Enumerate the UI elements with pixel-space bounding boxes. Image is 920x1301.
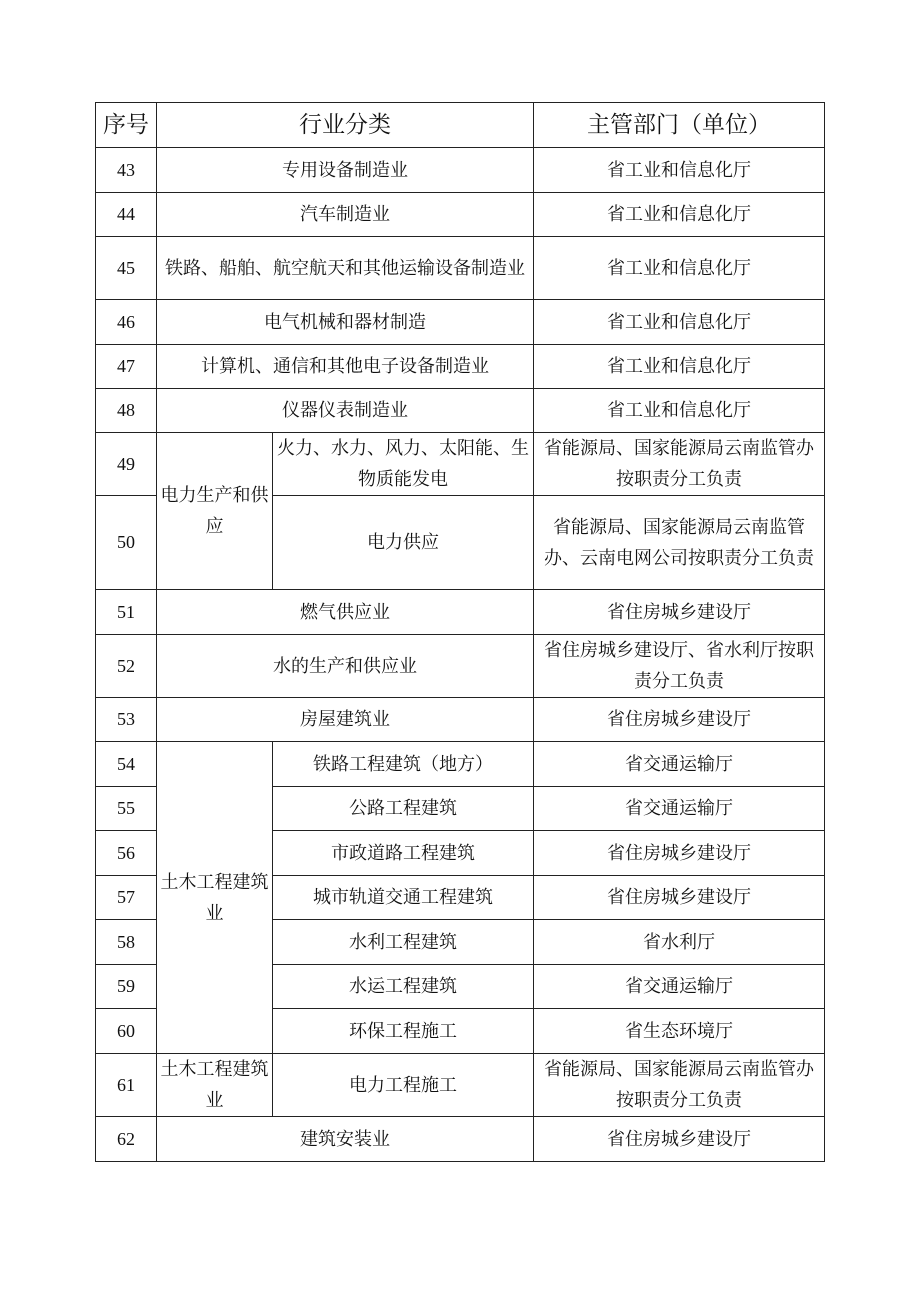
row-dept: 省工业和信息化厅 bbox=[534, 237, 825, 300]
table-row bbox=[96, 237, 825, 300]
row-dept: 省住房城乡建设厅 bbox=[534, 1117, 825, 1162]
row-group: 土木工程建筑业 bbox=[157, 742, 273, 1054]
row-dept: 省住房城乡建设厅 bbox=[534, 876, 825, 920]
row-seq: 56 bbox=[96, 831, 157, 876]
table-row bbox=[96, 148, 825, 193]
row-seq: 55 bbox=[96, 787, 157, 831]
row-dept: 省住房城乡建设厅、省水利厅按职责分工负责 bbox=[534, 635, 825, 698]
row-seq: 57 bbox=[96, 876, 157, 920]
row-seq: 61 bbox=[96, 1054, 157, 1117]
row-group: 土木工程建筑业 bbox=[157, 1054, 273, 1117]
row-seq: 60 bbox=[96, 1009, 157, 1054]
row-seq: 59 bbox=[96, 965, 157, 1009]
row-industry: 水利工程建筑 bbox=[273, 920, 534, 965]
table-row bbox=[96, 635, 825, 698]
header-dept: 主管部门（单位） bbox=[534, 103, 825, 148]
header-seq: 序号 bbox=[96, 103, 157, 148]
row-dept: 省工业和信息化厅 bbox=[534, 345, 825, 389]
table-row bbox=[96, 698, 825, 742]
row-seq: 58 bbox=[96, 920, 157, 965]
row-seq: 44 bbox=[96, 193, 157, 237]
row-seq: 50 bbox=[96, 496, 157, 590]
row-seq: 54 bbox=[96, 742, 157, 787]
table-row bbox=[96, 345, 825, 389]
row-industry: 市政道路工程建筑 bbox=[273, 831, 534, 876]
row-industry: 公路工程建筑 bbox=[273, 787, 534, 831]
row-seq: 49 bbox=[96, 433, 157, 496]
row-dept: 省交通运输厅 bbox=[534, 965, 825, 1009]
row-industry: 水运工程建筑 bbox=[273, 965, 534, 1009]
table-row bbox=[96, 1054, 825, 1117]
row-dept: 省交通运输厅 bbox=[534, 787, 825, 831]
row-dept: 省能源局、国家能源局云南监管办、云南电网公司按职责分工负责 bbox=[534, 496, 825, 590]
row-dept: 省能源局、国家能源局云南监管办按职责分工负责 bbox=[534, 1054, 825, 1117]
table-row bbox=[96, 300, 825, 345]
row-seq: 51 bbox=[96, 590, 157, 635]
row-industry: 仪器仪表制造业 bbox=[157, 389, 534, 433]
row-dept: 省交通运输厅 bbox=[534, 742, 825, 787]
row-seq: 52 bbox=[96, 635, 157, 698]
row-dept: 省工业和信息化厅 bbox=[534, 193, 825, 237]
row-industry: 铁路工程建筑（地方） bbox=[273, 742, 534, 787]
row-dept: 省工业和信息化厅 bbox=[534, 148, 825, 193]
row-seq: 53 bbox=[96, 698, 157, 742]
row-industry: 电力工程施工 bbox=[273, 1054, 534, 1117]
row-industry: 铁路、船舶、航空航天和其他运输设备制造业 bbox=[157, 237, 534, 300]
row-seq: 46 bbox=[96, 300, 157, 345]
table-row bbox=[96, 433, 825, 496]
row-dept: 省能源局、国家能源局云南监管办按职责分工负责 bbox=[534, 433, 825, 496]
row-dept: 省住房城乡建设厅 bbox=[534, 831, 825, 876]
row-dept: 省住房城乡建设厅 bbox=[534, 698, 825, 742]
row-industry: 电气机械和器材制造 bbox=[157, 300, 534, 345]
row-seq: 47 bbox=[96, 345, 157, 389]
row-industry: 水的生产和供应业 bbox=[157, 635, 534, 698]
row-group: 电力生产和供应 bbox=[157, 433, 273, 590]
row-dept: 省住房城乡建设厅 bbox=[534, 590, 825, 635]
table-row bbox=[96, 590, 825, 635]
table-header-row bbox=[96, 103, 825, 148]
row-dept: 省水利厅 bbox=[534, 920, 825, 965]
table-row bbox=[96, 742, 825, 787]
row-industry: 计算机、通信和其他电子设备制造业 bbox=[157, 345, 534, 389]
header-industry: 行业分类 bbox=[157, 103, 534, 148]
row-industry: 专用设备制造业 bbox=[157, 148, 534, 193]
row-dept: 省工业和信息化厅 bbox=[534, 300, 825, 345]
row-seq: 43 bbox=[96, 148, 157, 193]
table-row bbox=[96, 389, 825, 433]
row-industry: 汽车制造业 bbox=[157, 193, 534, 237]
row-seq: 45 bbox=[96, 237, 157, 300]
industry-department-table bbox=[95, 102, 825, 1162]
row-industry: 建筑安装业 bbox=[157, 1117, 534, 1162]
row-industry: 城市轨道交通工程建筑 bbox=[273, 876, 534, 920]
row-seq: 48 bbox=[96, 389, 157, 433]
row-dept: 省生态环境厅 bbox=[534, 1009, 825, 1054]
row-industry: 电力供应 bbox=[273, 496, 534, 590]
row-seq: 62 bbox=[96, 1117, 157, 1162]
table-row bbox=[96, 1117, 825, 1162]
row-industry: 房屋建筑业 bbox=[157, 698, 534, 742]
row-industry: 环保工程施工 bbox=[273, 1009, 534, 1054]
row-dept: 省工业和信息化厅 bbox=[534, 389, 825, 433]
table-row bbox=[96, 193, 825, 237]
row-industry: 燃气供应业 bbox=[157, 590, 534, 635]
row-industry: 火力、水力、风力、太阳能、生物质能发电 bbox=[273, 433, 534, 496]
